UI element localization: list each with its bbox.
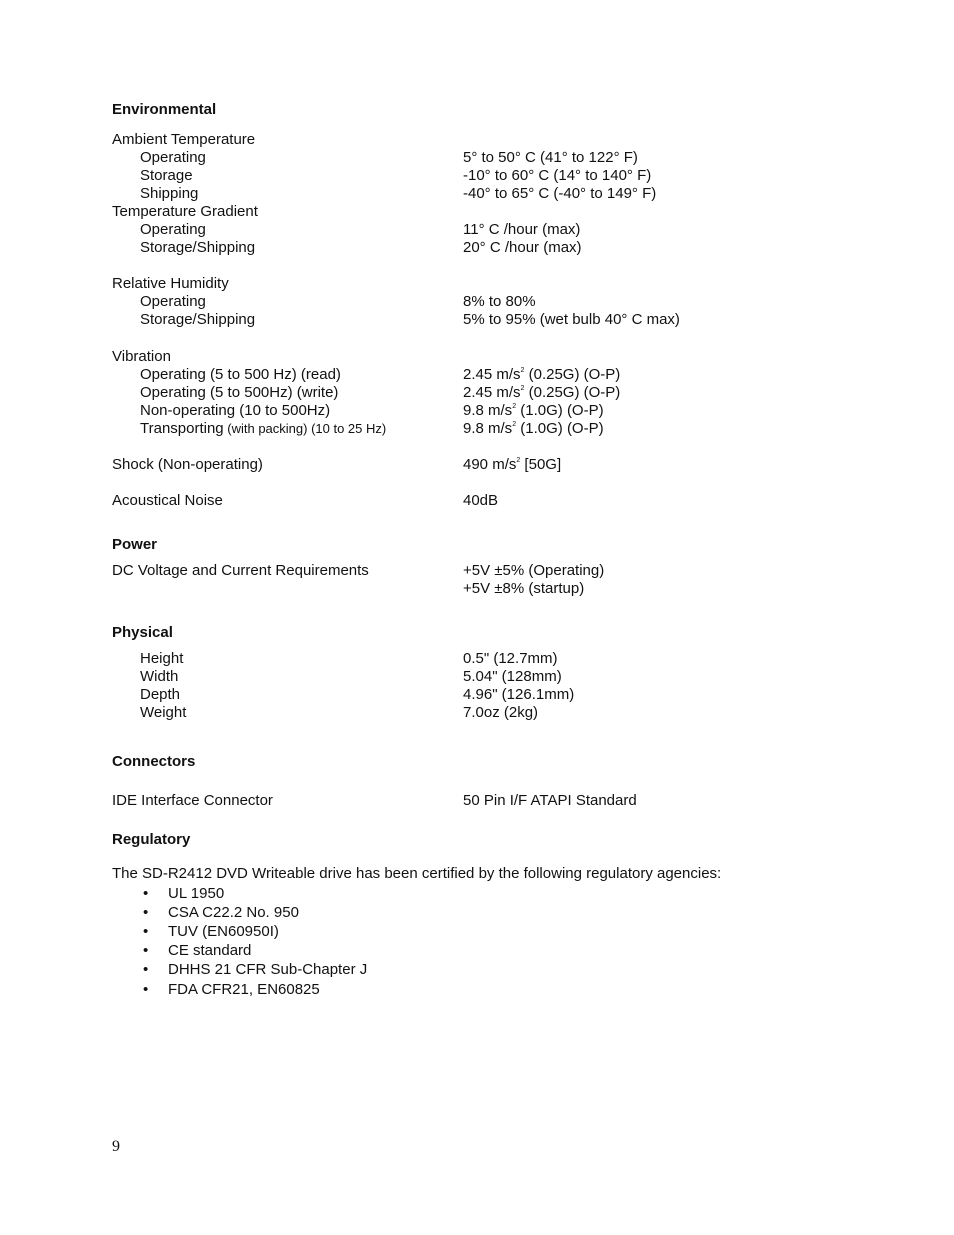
width-label: Width <box>140 668 179 685</box>
humidity-operating-label: Operating <box>140 293 206 310</box>
vibration-write-value: 2.45 $m/s^2$ (0.25G) (O-P) <box>463 384 621 401</box>
vibration-label: Vibration <box>112 348 171 365</box>
relative-humidity-label: Relative Humidity <box>112 275 229 292</box>
page-number: 9 <box>112 1138 120 1155</box>
ide-connector-value: 50 Pin I/F ATAPI Standard <box>463 792 637 809</box>
width-value: 5.04" (128mm) <box>463 668 562 685</box>
section-heading-connectors: Connectors <box>112 753 196 770</box>
gradient-operating-value: 11° C /hour (max) <box>463 221 581 238</box>
vibration-read-value: 2.45 $m/s^2$ (0.25G) (O-P) <box>463 366 621 383</box>
regulatory-item: TUV (EN60950I) <box>168 923 279 940</box>
regulatory-item: UL 1950 <box>168 885 225 902</box>
regulatory-intro: The SD-R2412 DVD Writeable drive has been certified by the following regulatory agencies: <box>112 865 722 882</box>
ambient-shipping-label: Shipping <box>140 185 199 202</box>
bullet-marker: • <box>143 981 149 998</box>
vibration-transport-label: Transporting (with packing) (10 to 25 Hz) <box>140 420 387 437</box>
ambient-storage-value: -10° to 60° C (14° to 140° F) <box>463 167 652 184</box>
ambient-temperature-label: Ambient Temperature <box>112 131 256 148</box>
regulatory-item: CSA C22.2 No. 950 <box>168 904 299 921</box>
regulatory-item: DHHS 21 CFR Sub-Chapter J <box>168 961 368 978</box>
bullet-marker: • <box>143 923 149 940</box>
vibration-transport-value: 9.8 $m/s^2$ (1.0G) (O-P) <box>463 420 604 437</box>
ambient-storage-label: Storage <box>140 167 193 184</box>
shock-value: 490 $m/s^2$ [50G] <box>463 456 562 473</box>
ambient-operating-value: 5° to 50° C (41° to 122° F) <box>463 149 638 166</box>
shock-label: Shock (Non-operating) <box>112 456 263 473</box>
ambient-operating-label: Operating <box>140 149 206 166</box>
ambient-shipping-value: -40° to 65° C (-40° to 149° F) <box>463 185 657 202</box>
noise-value: 40dB <box>463 492 499 509</box>
weight-label: Weight <box>140 704 187 721</box>
noise-label: Acoustical Noise <box>112 492 223 509</box>
bullet-marker: • <box>143 942 149 959</box>
gradient-storage-label: Storage/Shipping <box>140 239 256 256</box>
humidity-storage-label: Storage/Shipping <box>140 311 256 328</box>
regulatory-item: FDA CFR21, EN60825 <box>168 981 320 998</box>
regulatory-item: CE standard <box>168 942 252 959</box>
dc-voltage-value-startup: +5V ±8% (startup) <box>463 580 585 597</box>
section-heading-physical: Physical <box>112 624 173 641</box>
depth-value: 4.96" (126.1mm) <box>463 686 575 703</box>
gradient-storage-value: 20° C /hour (max) <box>463 239 582 256</box>
vibration-nonop-value: 9.8 $m/s^2$ (1.0G) (O-P) <box>463 402 604 419</box>
humidity-storage-value: 5% to 95% (wet bulb 40° C max) <box>463 311 680 328</box>
section-heading-environmental: Environmental <box>112 101 217 118</box>
vibration-write-label: Operating (5 to 500Hz) (write) <box>140 384 339 401</box>
depth-label: Depth <box>140 686 181 703</box>
section-heading-regulatory: Regulatory <box>112 831 191 848</box>
dc-voltage-value-operating: +5V ±5% (Operating) <box>463 562 605 579</box>
gradient-operating-label: Operating <box>140 221 206 238</box>
dc-voltage-label: DC Voltage and Current Requirements <box>112 562 369 579</box>
ide-connector-label: IDE Interface Connector <box>112 792 273 809</box>
vibration-read-label: Operating (5 to 500 Hz) (read) <box>140 366 341 383</box>
bullet-marker: • <box>143 961 149 978</box>
bullet-marker: • <box>143 885 149 902</box>
bullet-marker: • <box>143 904 149 921</box>
temperature-gradient-label: Temperature Gradient <box>112 203 258 220</box>
height-value: 0.5" (12.7mm) <box>463 650 558 667</box>
weight-value: 7.0oz (2kg) <box>463 704 539 721</box>
section-heading-power: Power <box>112 536 158 553</box>
height-label: Height <box>140 650 184 667</box>
vibration-nonop-label: Non-operating (10 to 500Hz) <box>140 402 331 419</box>
humidity-operating-value: 8% to 80% <box>463 293 536 310</box>
